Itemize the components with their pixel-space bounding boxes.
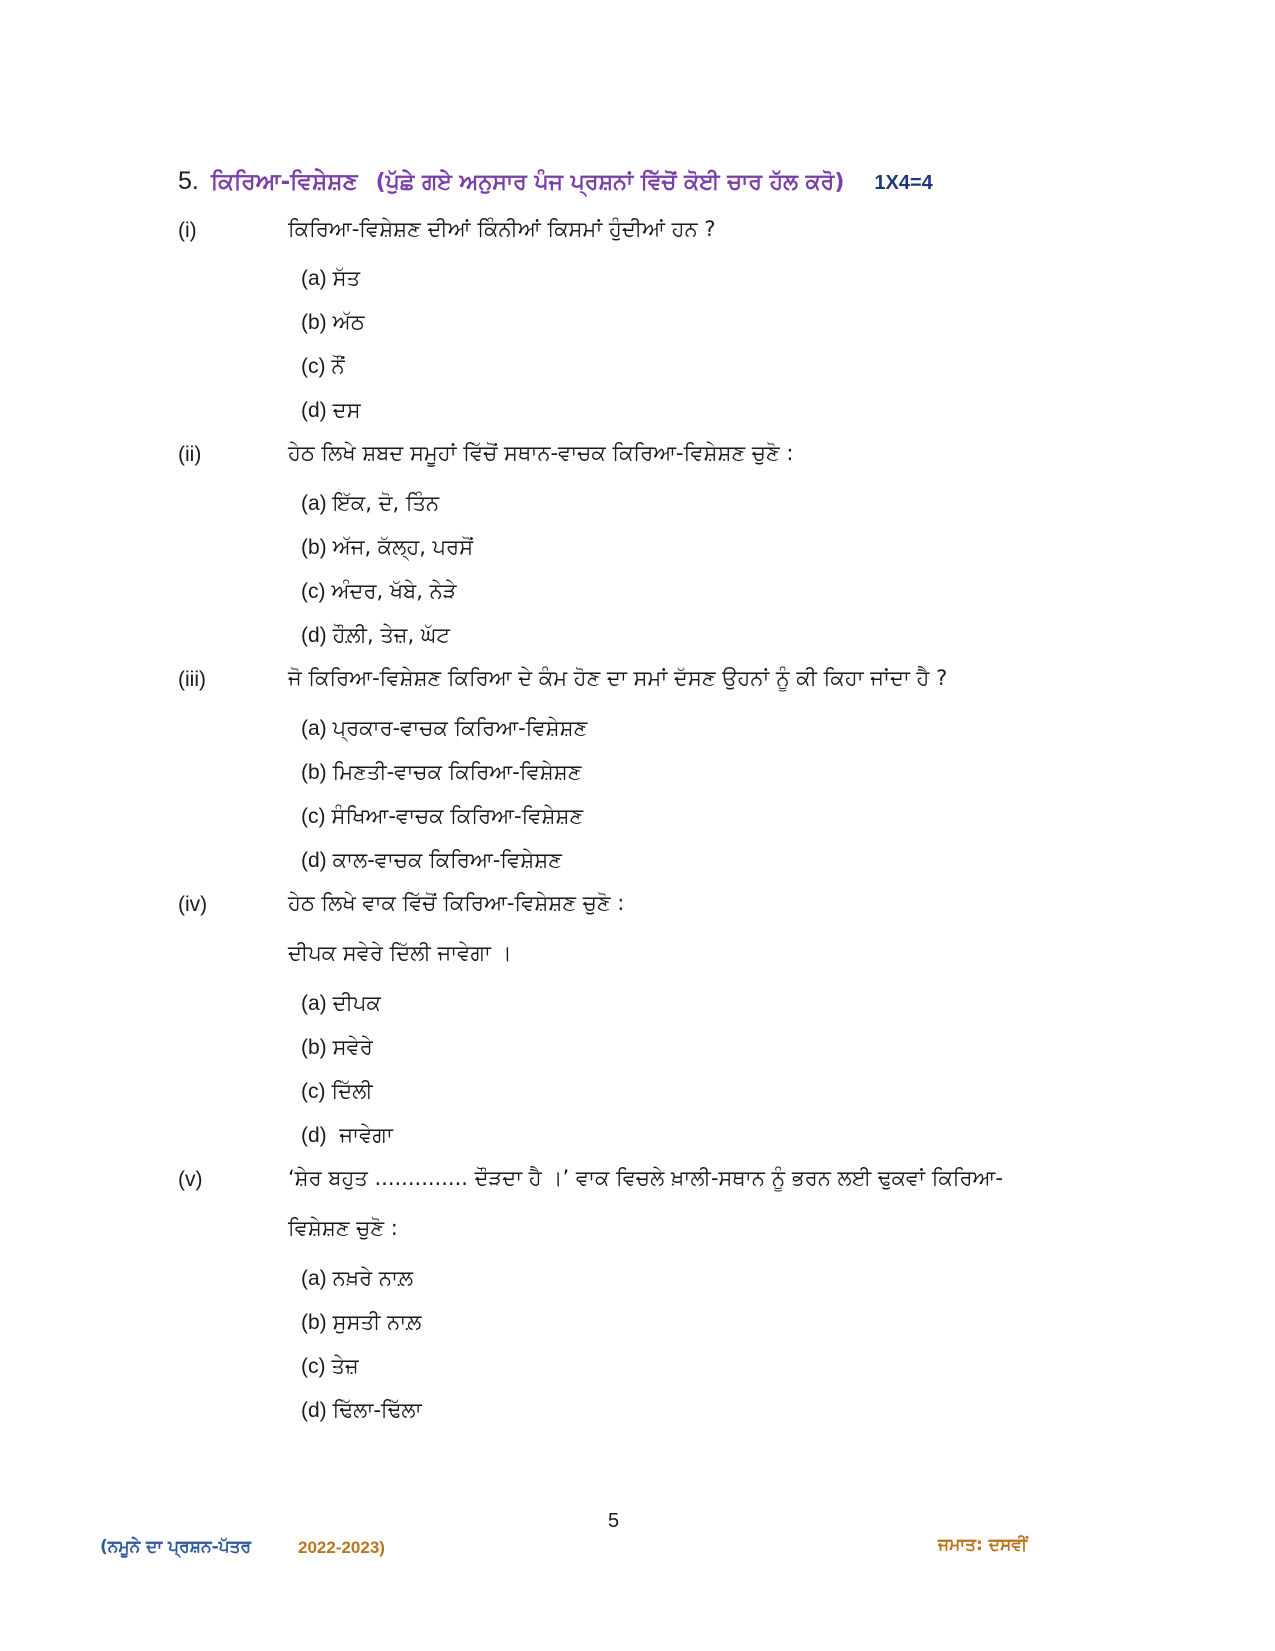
option-text: ਕਾਲ-ਵਾਚਕ ਕਿਰਿਆ-ਵਿਸ਼ੇਸ਼ਣ: [332, 848, 562, 872]
option: [301, 491, 439, 516]
question-text: ਕਿਰਿਆ-ਵਿਸ਼ੇਸ਼ਣ ਦੀਆਂ ਕਿੰਨੀਆਂ ਕਿਸਮਾਂ ਹੁੰਦੀਆਂ ਹਨ ?: [288, 217, 716, 241]
option: [301, 579, 456, 604]
option: [301, 354, 345, 379]
option-text: ਅੱਜ, ਕੱਲ੍ਹ, ਪਰਸੋਂ: [332, 535, 474, 559]
option: [301, 804, 583, 829]
option: [301, 623, 450, 648]
option-label: (a): [301, 1267, 327, 1290]
option-text: ਦੀਪਕ: [332, 991, 381, 1015]
option-label: (a): [301, 492, 327, 515]
option: [301, 1354, 359, 1379]
option-label: (b): [301, 1311, 327, 1334]
option: [301, 535, 473, 560]
section-title: ਕਿਰਿਆ-ਵਿਸ਼ੇਸ਼ਣ: [210, 169, 358, 195]
option-text: ਅੱਠ: [332, 310, 365, 334]
option-label: (b): [301, 536, 327, 559]
option-label: (a): [301, 992, 327, 1015]
option-text: ਸੱਤ: [332, 266, 361, 290]
option-text: ਨਖ਼ਰੇ ਨਾਲ਼: [332, 1266, 414, 1290]
option: [301, 760, 581, 785]
option-label: (d): [301, 1124, 327, 1147]
section-heading: [178, 167, 1178, 207]
option-text: ਜਾਵੇਗਾ: [332, 1123, 393, 1147]
option: [301, 266, 360, 291]
option: [301, 1266, 413, 1291]
footer-class-label: ਜਮਾਤ: ਦਸਵੀਂ: [938, 1535, 1028, 1555]
option: [301, 1079, 373, 1104]
option-text: ਦਿੱਲੀ: [331, 1079, 373, 1103]
option-text: ਇੱਕ, ਦੋ, ਤਿੰਨ: [332, 491, 440, 515]
section-instruction: (ਪੁੱਛੇ ਗਏ ਅਨੁਸਾਰ ਪੰਜ ਪ੍ਰਸ਼ਨਾਂ ਵਿੱਚੋਂ ਕੋਈ ਚਾਰ ਹੱਲ ਕਰੋ): [375, 170, 845, 195]
option-text: ਢਿੱਲਾ-ਢਿੱਲਾ: [332, 1398, 422, 1422]
footer-paper-label: (ਨਮੂਨੇ ਦਾ ਪ੍ਰਸ਼ਨ-ਪੱਤਰ: [100, 1537, 252, 1557]
option-text: ਸੁਸਤੀ ਨਾਲ਼: [332, 1310, 422, 1334]
option-label: (d): [301, 1399, 327, 1422]
question-number: (iii): [178, 668, 206, 691]
question-number: (v): [178, 1168, 203, 1191]
option-label: (a): [301, 267, 327, 290]
option: [301, 1398, 422, 1423]
option-text: ਤੇਜ਼: [331, 1354, 359, 1378]
option-label: (c): [301, 1080, 326, 1103]
option-label: (d): [301, 849, 327, 872]
question-text: ਜੋ ਕਿਰਿਆ-ਵਿਸ਼ੇਸ਼ਣ ਕਿਰਿਆ ਦੇ ਕੰਮ ਹੋਣ ਦਾ ਸਮਾਂ ਦੱਸਣ ਉਹਨਾਂ ਨੂੰ ਕੀ ਕਿਹਾ ਜਾਂਦਾ ਹੈ ?: [288, 666, 948, 690]
question-text-continued: ਵਿਸ਼ੇਸ਼ਣ ਚੁਣੋ :: [288, 1216, 398, 1240]
option-label: (b): [301, 761, 327, 784]
question-text: ‘ਸ਼ੇਰ ਬਹੁਤ .............. ਦੌੜਦਾ ਹੈ ।’ ਵਾਕ ਵਿਚਲੇ ਖ਼ਾਲੀ-ਸਥਾਨ ਨੂੰ ਭਰਨ ਲਈ ਢੁਕਵਾਂ ਕਿਰਿਆ-: [288, 1166, 1003, 1190]
option: [301, 398, 361, 423]
option: [301, 310, 365, 335]
question-sentence: ਦੀਪਕ ਸਵੇਰੇ ਦਿੱਲੀ ਜਾਵੇਗਾ ।: [288, 941, 512, 965]
question-number: (iv): [178, 893, 208, 916]
question-text: ਹੇਠ ਲਿਖੇ ਸ਼ਬਦ ਸਮੂਹਾਂ ਵਿੱਚੋਂ ਸਥਾਨ-ਵਾਚਕ ਕਿਰਿਆ-ਵਿਸ਼ੇਸ਼ਣ ਚੁਣੋ :: [288, 441, 794, 465]
option-label: (b): [301, 1036, 327, 1059]
option: [301, 1123, 393, 1148]
page-number: 5: [608, 1510, 620, 1532]
option: [301, 1310, 421, 1335]
option-label: (a): [301, 717, 327, 740]
option-text: ਸੰਖਿਆ-ਵਾਚਕ ਕਿਰਿਆ-ਵਿਸ਼ੇਸ਼ਣ: [331, 804, 584, 828]
option-label: (d): [301, 399, 327, 422]
option-label: (d): [301, 624, 327, 647]
option: [301, 1035, 373, 1060]
option: [301, 991, 381, 1016]
option-label: (c): [301, 580, 326, 603]
option: [301, 848, 562, 873]
option-text: ਨੌਂ: [331, 354, 345, 378]
option-text: ਸਵੇਰੇ: [332, 1035, 373, 1059]
option-text: ਪ੍ਰਕਾਰ-ਵਾਚਕ ਕਿਰਿਆ-ਵਿਸ਼ੇਸ਼ਣ: [332, 716, 588, 740]
option-label: (b): [301, 311, 327, 334]
section-number: 5.: [178, 167, 199, 195]
footer-year: 2022-2023): [298, 1538, 385, 1557]
option-label: (c): [301, 805, 326, 828]
question-number: (i): [178, 219, 197, 242]
option-text: ਹੌਲ਼ੀ, ਤੇਜ਼, ਘੱਟ: [332, 623, 450, 647]
option-text: ਅੰਦਰ, ਖੱਬੇ, ਨੇੜੇ: [331, 579, 457, 603]
question-text: ਹੇਠ ਲਿਖੇ ਵਾਕ ਵਿੱਚੋਂ ਕਿਰਿਆ-ਵਿਸ਼ੇਸ਼ਣ ਚੁਣੋ :: [288, 891, 625, 915]
question-number: (ii): [178, 443, 202, 466]
option-text: ਮਿਣਤੀ-ਵਾਚਕ ਕਿਰਿਆ-ਵਿਸ਼ੇਸ਼ਣ: [332, 760, 582, 784]
section-marks: 1X4=4: [874, 172, 933, 194]
option-text: ਦਸ: [332, 398, 361, 422]
option: [301, 716, 587, 741]
option-label: (c): [301, 355, 326, 378]
option-label: (c): [301, 1355, 326, 1378]
